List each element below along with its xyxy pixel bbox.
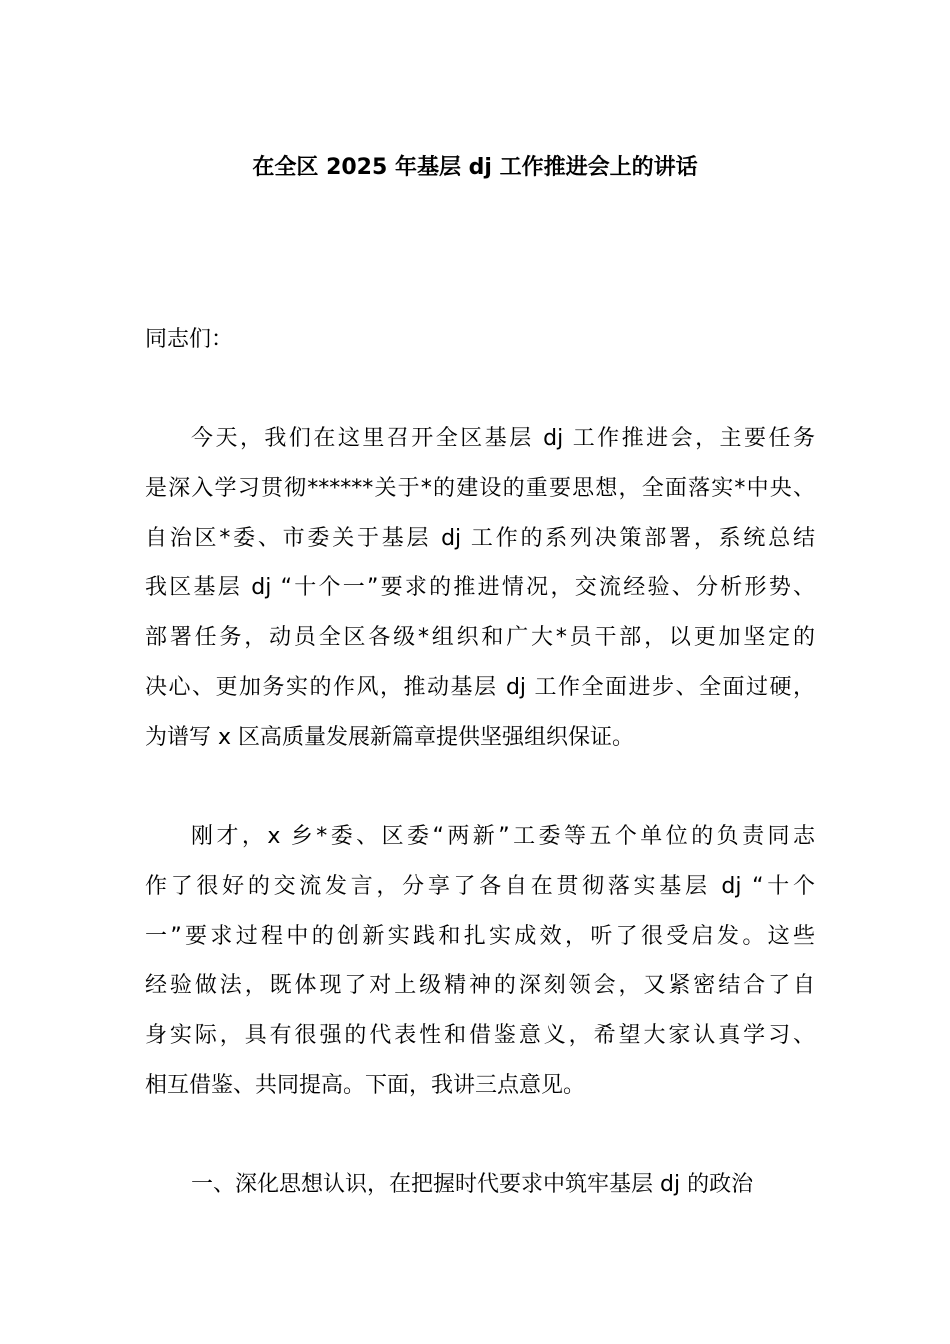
paragraph-line: 身实际，具有很强的代表性和借鉴意义，希望大家认真学习、 <box>145 1023 815 1049</box>
paragraph-line: 我区基层 dj “十个一”要求的推进情况，交流经验、分析形势、 <box>145 575 815 601</box>
paragraph-line: 决心、更加务实的作风，推动基层 dj 工作全面进步、全面过硬， <box>145 674 815 700</box>
section-heading-one <box>145 1160 815 1210</box>
paragraph-line: 部署任务，动员全区各级*组织和广大*员干部，以更加坚定的 <box>145 625 815 651</box>
paragraph-line: 是深入学习贯彻******关于*的建设的重要思想，全面落实*中央、 <box>145 475 815 501</box>
paragraph-line: 相互借鉴、共同提高。下面，我讲三点意见。 <box>145 1072 586 1098</box>
paragraph-review <box>145 812 815 1111</box>
paragraph-line: 为谱写 x 区高质量发展新篇章提供坚强组织保证。 <box>145 724 635 750</box>
paragraph-line: 经验做法，既体现了对上级精神的深刻领会，又紧密结合了自 <box>145 973 815 999</box>
paragraph-line: 自治区*委、市委关于基层 dj 工作的系列决策部署，系统总结 <box>145 525 815 551</box>
paragraph-opening <box>145 414 815 763</box>
document-title: 在全区 2025 年基层 dj 工作推进会上的讲话 <box>252 155 698 180</box>
paragraph-line: 作了很好的交流发言，分享了各自在贯彻落实基层 dj “十个 <box>145 873 815 899</box>
paragraph-line: 一”要求过程中的创新实践和扎实成效，听了很受启发。这些 <box>145 923 815 949</box>
paragraph-line: 刚才，x 乡*委、区委“两新”工委等五个单位的负责同志 <box>191 824 815 849</box>
section-heading-line: 一、深化思想认识，在把握时代要求中筑牢基层 dj 的政治 <box>191 1172 754 1197</box>
paragraph-line: 今天，我们在这里召开全区基层 dj 工作推进会，主要任务 <box>191 426 815 451</box>
salutation: 同志们： <box>145 327 234 352</box>
